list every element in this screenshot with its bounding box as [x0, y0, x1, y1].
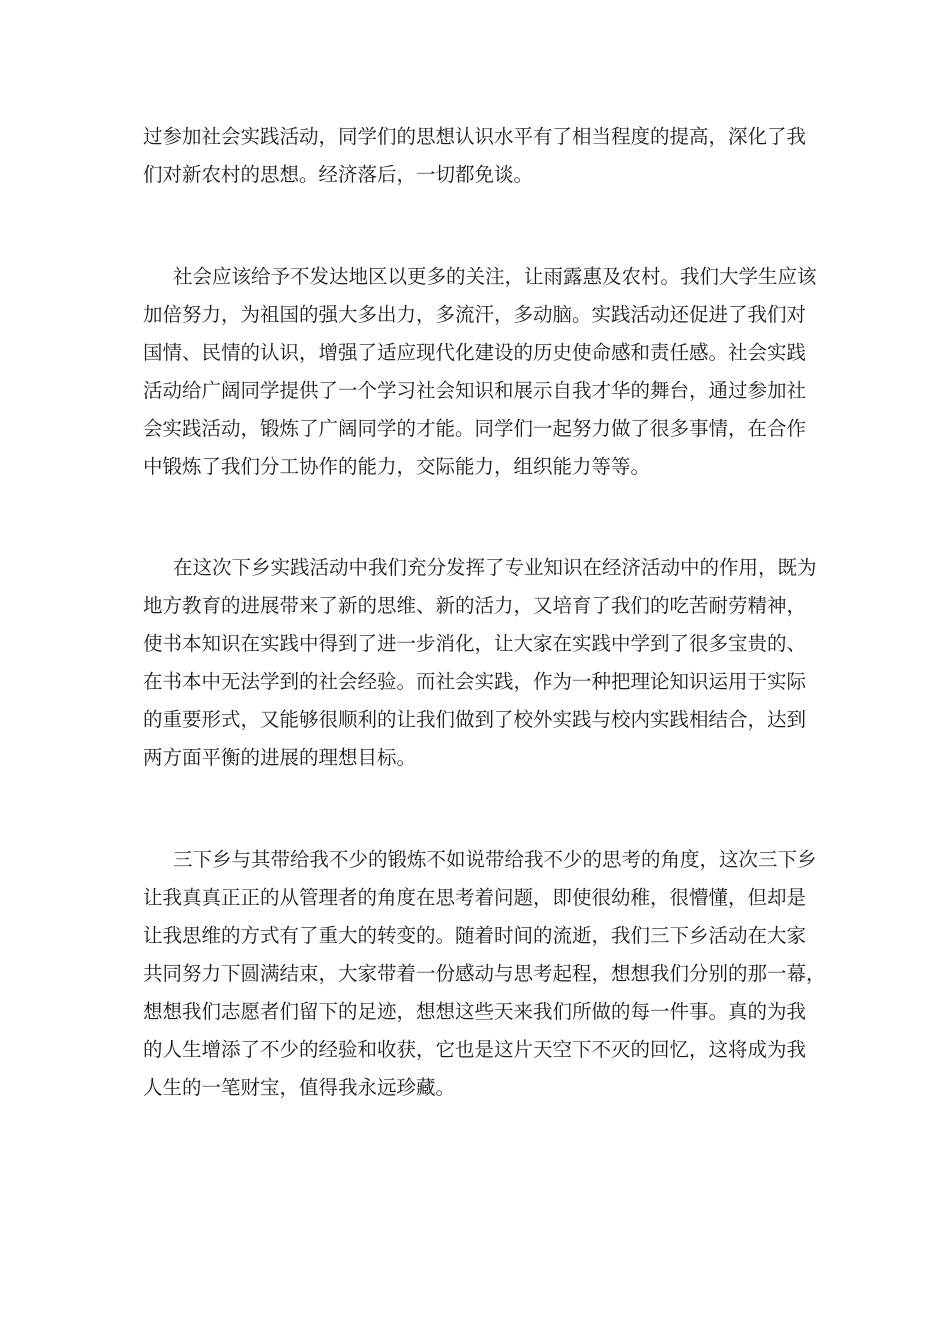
- paragraph-line: 过参加社会实践活动，同学们的思想认识水平有了相当程度的提高，深化了我: [143, 125, 807, 148]
- paragraph-line: 的人生增添了不少的经验和收获，它也是这片天空下不灭的回忆，这将成为我: [143, 1038, 807, 1061]
- paragraph-line: 在书本中无法学到的社会经验。而社会实践，作为一种把理论知识运用于实际: [143, 670, 807, 693]
- paragraph-line: 让我思维的方式有了重大的转变的。随着时间的流逝，我们三下乡活动在大家: [143, 924, 807, 947]
- paragraph-line: 想想我们志愿者们留下的足迹，想想这些天来我们所做的每一件事。真的为我: [143, 1000, 807, 1023]
- paragraph-line: 三下乡与其带给我不少的锻炼不如说带给我不少的思考的角度，这次三下乡: [173, 848, 817, 871]
- paragraph-line: 让我真真正正的从管理者的角度在思考着问题，即使很幼稚，很懵懂，但却是: [143, 886, 807, 909]
- paragraph-line: 中锻炼了我们分工协作的能力，交际能力，组织能力等等。: [143, 455, 651, 478]
- paragraph-line: 活动给广阔同学提供了一个学习社会知识和展示自我才华的舞台，通过参加社: [143, 379, 807, 402]
- paragraph-line: 使书本知识在实践中得到了进一步消化，让大家在实践中学到了很多宝贵的、: [143, 632, 807, 655]
- paragraph-line: 共同努力下圆满结束，大家带着一份感动与思考起程，想想我们分别的那一幕，: [143, 962, 826, 985]
- paragraph-line: 社会应该给予不发达地区以更多的关注，让雨露惠及农村。我们大学生应该: [173, 265, 817, 288]
- paragraph-line: 会实践活动，锻炼了广阔同学的才能。同学们一起努力做了很多事情，在合作: [143, 417, 807, 440]
- paragraph-line: 地方教育的进展带来了新的思维、新的活力，又培育了我们的吃苦耐劳精神，: [143, 594, 807, 617]
- paragraph-line: 两方面平衡的进展的理想目标。: [143, 746, 417, 769]
- paragraph-line: 加倍努力，为祖国的强大多出力，多流汗，多动脑。实践活动还促进了我们对: [143, 303, 807, 326]
- paragraph-line: 人生的一笔财宝，值得我永远珍藏。: [143, 1076, 456, 1099]
- paragraph-line: 在这次下乡实践活动中我们充分发挥了专业知识在经济活动中的作用，既为: [173, 556, 817, 579]
- paragraph-line: 的重要形式，又能够很顺利的让我们做到了校外实践与校内实践相结合，达到: [143, 708, 807, 731]
- paragraph-line: 国情、民情的认识，增强了适应现代化建设的历史使命感和责任感。社会实践: [143, 341, 807, 364]
- paragraph-line: 们对新农村的思想。经济落后，一切都免谈。: [143, 163, 534, 186]
